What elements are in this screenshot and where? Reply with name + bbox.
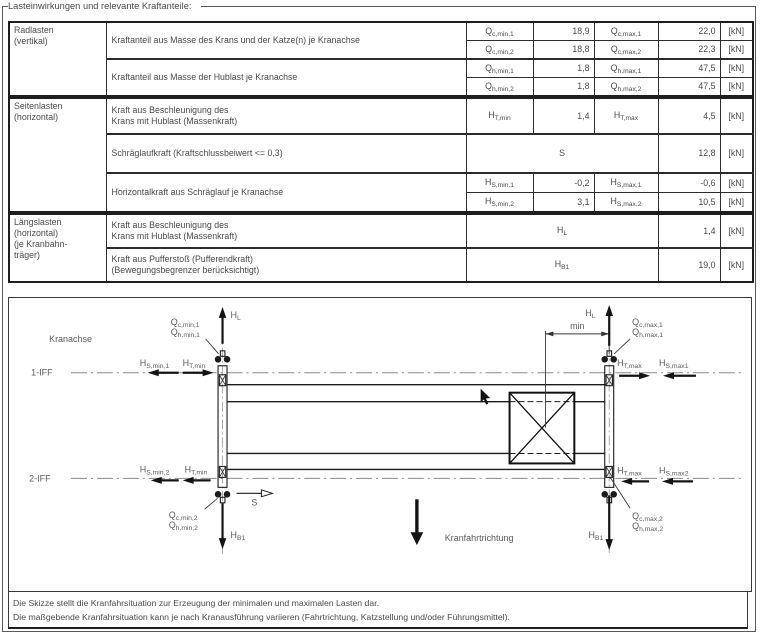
unit-cell: [kN]: [720, 214, 753, 248]
seitenlasten-block: [8, 97, 754, 213]
unit-cell: [kN]: [720, 59, 753, 78]
crane-bridge-girders: [228, 385, 606, 470]
kranfahrtrichtung-label: Kranfahrtrichtung: [444, 533, 514, 544]
value-cell: 1,8: [533, 78, 594, 97]
unit-cell: [kN]: [720, 193, 753, 213]
hs-min1-arrow: [140, 358, 179, 376]
table-row: [9, 214, 753, 248]
value-cell: 1,4: [533, 98, 594, 134]
table-row: [9, 134, 753, 173]
unit-cell: [kN]: [720, 22, 753, 41]
value-cell: 47,5: [658, 78, 720, 97]
kranachse-label: Kranachse: [49, 333, 92, 344]
category-cell: Radlasten (vertikal): [9, 22, 106, 96]
category-cell: Längslasten (horizontal) (je Kranbahn- träger): [9, 214, 106, 282]
value-cell: -0,6: [658, 173, 720, 193]
description-cell: Kraft aus Beschleunigung des Krans mit Hublast (Massenkraft): [106, 214, 466, 248]
value-cell: 22,3: [658, 41, 720, 60]
symbol-cell: Qc,max,1: [594, 22, 658, 41]
ht-max-arrow-axis1: [617, 358, 650, 379]
symbol-cell: HT,max: [594, 98, 658, 134]
symbol-cell: HL: [466, 214, 658, 248]
table-row: [9, 59, 753, 78]
svg-text:Qc,max,1: $Q_{c,max,1}$: [632, 316, 663, 329]
hs-min2-arrow: [140, 464, 179, 483]
note-line: Die maßgebende Kranfahrsituation kann je nach Kranausführung variieren (Fahrtrichtung, Katzstellung und/oder Führungsmittel).: [13, 612, 510, 622]
s-label: S: [251, 497, 258, 508]
kranfahrtrichtung-arrow: [410, 499, 513, 545]
description-cell: Kraftanteil aus Masse der Hublast je Kranachse: [106, 59, 466, 96]
symbol-cell: HS,min,1: [466, 173, 533, 193]
hb1-arrow-left: [219, 503, 246, 549]
svg-text:HB1: $H_{B1}$: [588, 530, 604, 543]
svg-text:Qc,max,2: $Q_{c,max,2}$: [632, 511, 663, 524]
value-cell: 47,5: [658, 59, 720, 78]
symbol-cell: Qc,max,2: [594, 41, 658, 60]
svg-text:Qh,min,1: $Q_{h,min,1}$: [170, 326, 200, 339]
value-cell: 10,5: [658, 193, 720, 213]
svg-text:HT,min: $H_{T,min}$: [182, 357, 206, 370]
hb1-arrow-right: [588, 495, 613, 550]
svg-text:HT,min: $H_{T,min}$: [184, 464, 208, 477]
symbol-cell: S: [466, 134, 658, 173]
svg-text:HT,max: $H_{T,max}$: [617, 357, 642, 370]
value-cell: 1,4: [658, 214, 720, 248]
value-cell: 22,0: [658, 22, 720, 41]
value-cell: 4,5: [658, 98, 720, 134]
s-arrow: [236, 490, 272, 507]
unit-cell: [kN]: [720, 41, 753, 60]
value-cell: -0,2: [533, 173, 594, 193]
unit-cell: [kN]: [720, 248, 753, 282]
svg-text:HL: $H_L$: [585, 307, 596, 320]
symbol-cell: Qc,min,1: [466, 22, 533, 41]
table-row: [9, 22, 753, 41]
table-row: [9, 173, 753, 193]
ht-max-arrow-axis2: [617, 465, 649, 484]
crane-sketch: [9, 298, 751, 591]
symbol-cell: Qh,max,1: [594, 59, 658, 78]
symbol-cell: HB1: [466, 248, 658, 282]
description-cell: Schräglaufkraft (Kraftschlussbeiwert <= 0,3): [106, 134, 466, 173]
svg-text:HS,max2: $H_{S,max2}$: [659, 465, 689, 478]
svg-text:HS,min,2: $H_{S,min,2}$: [139, 464, 170, 477]
value-cell: 12,8: [658, 134, 720, 173]
symbol-cell: Qh,min,1: [466, 59, 533, 78]
notes-box: [8, 592, 748, 629]
ht-min-arrow-axis1: [183, 358, 214, 376]
description-cell: Kraft aus Pufferstoß (Pufferendkraft) (Bewegungsbegrenzer berücksichtigt): [106, 248, 466, 282]
ht-min-arrow-axis2: [183, 464, 211, 483]
symbol-cell: HS,max,2: [594, 193, 658, 213]
radlasten-block: [8, 21, 754, 97]
svg-text:HT,max: $H_{T,max}$: [617, 465, 642, 478]
hs-max1-arrow: [659, 358, 696, 379]
value-cell: 18,8: [533, 41, 594, 60]
svg-text:Qh,min,2: $Q_{h,min,2}$: [168, 520, 198, 533]
min-dimension: [545, 321, 609, 354]
svg-text:Qc,min,2: $Q_{c,min,2}$: [168, 510, 198, 523]
value-cell: 18,9: [533, 22, 594, 41]
description-cell: Kraftanteil aus Masse des Krans und der Katze(n) je Kranachse: [106, 22, 466, 59]
symbol-cell: Qh,max,2: [594, 78, 658, 97]
description-cell: Horizontalkraft aus Schräglauf je Kranachse: [106, 173, 466, 212]
svg-text:Qh,max,1: $Q_{h,max,1}$: [632, 326, 664, 339]
min-dimension-label: min: [570, 320, 585, 331]
symbol-cell: HS,max,1: [594, 173, 658, 193]
value-cell: 19,0: [658, 248, 720, 282]
unit-cell: [kN]: [720, 173, 753, 193]
unit-cell: [kN]: [720, 98, 753, 134]
description-cell: Kraft aus Beschleunigung des Krans mit Hublast (Massenkraft): [106, 98, 466, 134]
symbol-cell: Qh,min,2: [466, 78, 533, 97]
value-cell: 3,1: [533, 193, 594, 213]
hl-arrow-left: [219, 307, 241, 344]
value-cell: 1,8: [533, 59, 594, 78]
q-labels-top-right: [614, 317, 663, 354]
hs-max2-arrow: [659, 465, 693, 484]
symbol-cell: HT,min: [466, 98, 533, 134]
svg-text:HS,max1: $H_{S,max1}$: [659, 357, 689, 370]
q-labels-bottom-left: [169, 498, 218, 532]
q-labels-top-left: [171, 317, 219, 354]
unit-cell: [kN]: [720, 134, 753, 173]
axis-2-label: 2-IFF: [29, 473, 51, 484]
trolley: [510, 331, 575, 464]
svg-text:Qh,max,2: $Q_{h,max,2}$: [632, 521, 664, 534]
axis-1-label: 1-IFF: [31, 367, 53, 378]
svg-text:HL: $H_L$: [230, 309, 241, 322]
page-title: Lasteinwirkungen und relevante Kraftanteile:: [8, 1, 201, 13]
unit-cell: [kN]: [720, 78, 753, 97]
table-row: [9, 248, 753, 282]
symbol-cell: Qc,min,2: [466, 41, 533, 60]
note-line: Die Skizze stellt die Kranfahrsituation zur Erzeugung der minimalen und maximalen Lasten dar.: [13, 598, 380, 608]
category-cell: Seitenlasten (horizontal): [9, 98, 106, 212]
hl-arrow-right: [585, 305, 613, 346]
svg-text:HS,min,1: $H_{S,min,1}$: [139, 357, 170, 370]
laengslasten-block: [8, 213, 754, 283]
symbol-cell: HS,min,2: [466, 193, 533, 213]
q-labels-bottom-right: [610, 477, 663, 533]
table-row: [9, 98, 753, 134]
svg-text:HB1: $H_{B1}$: [230, 530, 246, 543]
svg-text:Qc,min,1: $Q_{c,min,1}$: [170, 316, 200, 329]
crane-sketch-box: [8, 297, 752, 592]
loads-table-section: [8, 21, 752, 283]
